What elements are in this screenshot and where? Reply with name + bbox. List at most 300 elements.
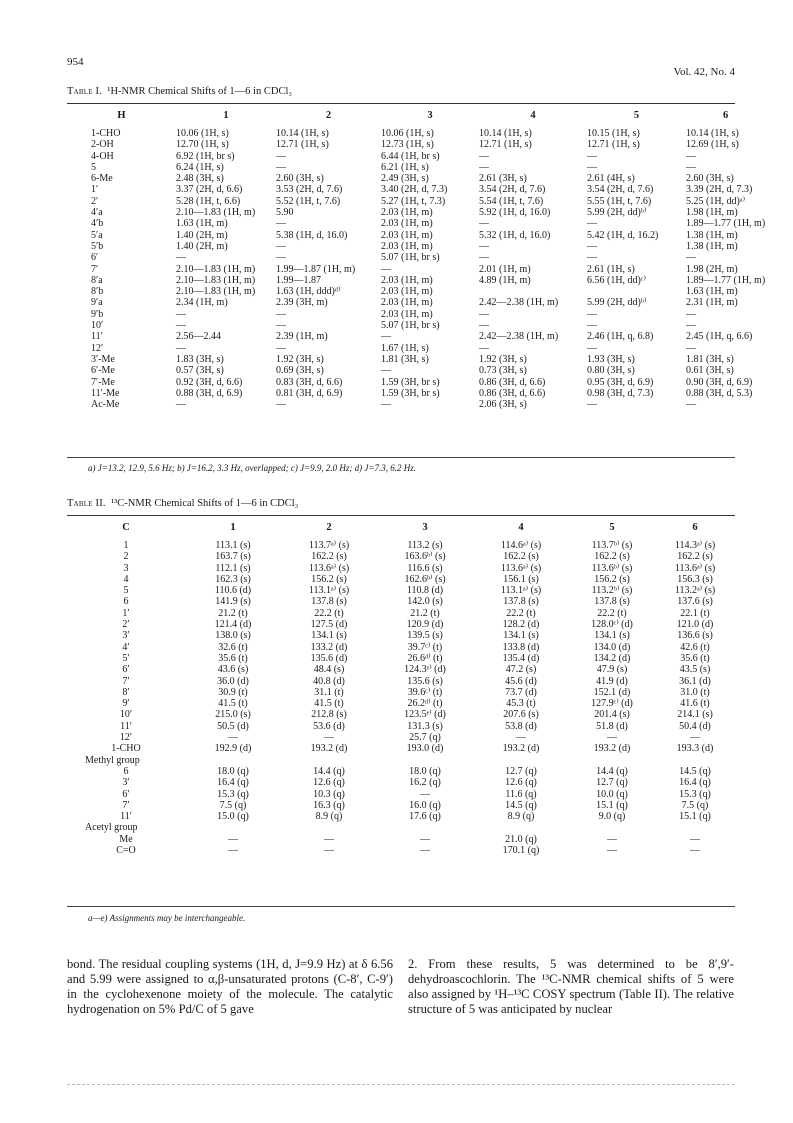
row-label: 8′a xyxy=(91,274,103,286)
table-cell: 162.3 (s) xyxy=(215,573,251,585)
table-cell: 110.6 (d) xyxy=(214,585,252,597)
table-row xyxy=(67,766,735,777)
table-cell: 15.1 (q) xyxy=(596,799,628,811)
table-cell: 193.0 (d) xyxy=(406,743,444,755)
table-cell: 16.0 (q) xyxy=(409,799,441,811)
table-cell: 0.80 (3H, s) xyxy=(587,365,635,377)
table-cell: 1.98 (1H, m) xyxy=(686,207,738,219)
table-cell: 193.2 (d) xyxy=(310,743,348,755)
table-cell: 2.06 (3H, s) xyxy=(479,399,527,411)
table-cell: 14.5 (q) xyxy=(505,799,537,811)
table-cell: — xyxy=(479,252,489,264)
table-cell: 0.98 (3H, d, 7.3) xyxy=(587,387,654,399)
table1-caption xyxy=(67,86,292,97)
table-cell: 135.6 (d) xyxy=(310,652,348,664)
table-cell: 128.2 (d) xyxy=(502,619,540,631)
table-row xyxy=(67,811,735,822)
table-cell: — xyxy=(479,320,489,332)
table-row xyxy=(67,309,765,320)
table-cell: 1.99—1.87 (1H, m) xyxy=(276,263,356,275)
table-cell: — xyxy=(381,331,391,343)
table-cell: — xyxy=(587,399,597,411)
table-cell: — xyxy=(176,252,186,264)
table-cell: 193.2 (d) xyxy=(502,743,540,755)
body-text-left: bond. The residual coupling systems (1H, d, J=9.9 Hz) at δ 6.56 and 5.99 were assigned to α,β-unsaturated protons (C-8′, C-9′) in the cyclohexenone moiety of the molecule. The catalytic hydrogenation on 5% Pd/C of 5 gave xyxy=(67,957,393,1016)
table-cell: 51.8 (d) xyxy=(596,720,628,732)
row-label: 5′ xyxy=(122,652,130,664)
table-cell: 2.60 (3H, s) xyxy=(276,173,324,185)
table-cell: 5.07 (1H, br s) xyxy=(381,252,440,264)
table-row xyxy=(67,755,735,766)
table-row xyxy=(67,230,765,241)
table-cell: 163.6ᵇ⁾ (s) xyxy=(404,551,446,563)
table-cell: — xyxy=(686,161,696,173)
table-cell: — xyxy=(176,320,186,332)
table-cell: 1.83 (3H, s) xyxy=(176,353,224,365)
row-label: 6′ xyxy=(122,788,130,800)
table-cell: 2.34 (1H, m) xyxy=(176,297,228,309)
table-cell: 17.6 (q) xyxy=(409,811,441,823)
table2 xyxy=(67,516,735,856)
table-cell: 207.6 (s) xyxy=(503,709,539,721)
table-cell: 1.89—1.77 (1H, m) xyxy=(686,218,766,230)
table-cell: 3.40 (2H, d, 7.3) xyxy=(381,184,448,196)
table-cell: 22.2 (t) xyxy=(506,607,536,619)
table-cell: — xyxy=(176,399,186,411)
table-cell xyxy=(473,822,569,833)
table-cell: 16.2 (q) xyxy=(409,777,441,789)
table-cell: 5.27 (1H, t, 7.3) xyxy=(381,195,446,207)
table-cell: 40.8 (d) xyxy=(313,675,345,687)
table-cell: — xyxy=(324,833,334,845)
row-label: 11′ xyxy=(120,811,132,823)
table-cell: 3.53 (2H, d, 7.6) xyxy=(276,184,343,196)
table-cell: 0.69 (3H, s) xyxy=(276,365,324,377)
table-cell: 113.6ᵃ⁾ (s) xyxy=(308,562,350,574)
table-cell: — xyxy=(690,833,700,845)
table-row xyxy=(67,800,735,811)
table-cell: 5.90 xyxy=(276,207,294,219)
table-cell: 10.06 (1H, s) xyxy=(381,128,434,139)
table1-label: Table I. xyxy=(67,86,103,97)
table-row xyxy=(67,343,765,354)
table-cell: 10.14 (1H, s) xyxy=(686,128,739,139)
table-cell: 16.4 (q) xyxy=(679,777,711,789)
table-cell: 113.6ᵃ⁾ (s) xyxy=(500,562,542,574)
table1-column-header: H xyxy=(117,110,126,121)
table1-bottom-rule xyxy=(67,457,735,458)
table-cell: 6.92 (1H, br s) xyxy=(176,150,235,162)
table-cell: — xyxy=(324,732,334,744)
table-cell: 21.2 (t) xyxy=(218,607,248,619)
table-cell: — xyxy=(587,342,597,354)
table-cell: 214.1 (s) xyxy=(677,709,713,721)
table-cell: 141.9 (s) xyxy=(215,596,251,608)
table1-column-header: 6 xyxy=(722,110,729,121)
table-row xyxy=(67,331,765,342)
table-cell: 134.0 (d) xyxy=(593,641,631,653)
table-cell: 2.03 (1H, m) xyxy=(381,274,433,286)
table-cell: 50.5 (d) xyxy=(217,720,249,732)
table-cell: 156.2 (s) xyxy=(594,573,630,585)
table-cell: 156.3 (s) xyxy=(677,573,713,585)
row-label: 6-Me xyxy=(91,173,113,185)
table-cell: 14.4 (q) xyxy=(596,765,628,777)
row-label: 6′ xyxy=(91,252,99,264)
table-cell: — xyxy=(607,732,617,744)
table-cell: — xyxy=(690,845,700,857)
table-row xyxy=(67,218,765,229)
table-cell: 0.88 (3H, d, 5.3) xyxy=(686,387,753,399)
table-cell: 1.81 (3H, s) xyxy=(686,353,734,365)
row-label: 7′ xyxy=(122,675,130,687)
row-label: 9′a xyxy=(91,297,103,309)
table-cell: — xyxy=(324,845,334,857)
table-cell: 5.92 (1H, d, 16.0) xyxy=(479,207,551,219)
table-cell: 135.6 (s) xyxy=(407,675,443,687)
table-cell: 170.1 (q) xyxy=(502,845,540,857)
row-label: 1′ xyxy=(91,184,99,196)
table-cell: — xyxy=(420,833,430,845)
table-cell: — xyxy=(176,308,186,320)
table-cell: 2.39 (1H, m) xyxy=(276,331,328,343)
table-cell: 10.14 (1H, s) xyxy=(276,128,329,139)
table-row xyxy=(67,540,735,551)
table-cell: 201.4 (s) xyxy=(594,709,630,721)
table-cell: 2.45 (1H, q, 6.6) xyxy=(686,331,753,343)
table-cell: 41.6 (t) xyxy=(680,698,710,710)
table-cell: 12.71 (1H, s) xyxy=(587,139,640,151)
table-cell: 2.03 (1H, m) xyxy=(381,308,433,320)
table-cell: — xyxy=(479,218,489,230)
row-label: 11′-Me xyxy=(91,387,120,399)
table-cell xyxy=(281,822,377,833)
table-cell: 2.39 (3H, m) xyxy=(276,297,328,309)
row-label: 7′-Me xyxy=(91,376,115,388)
row-label: 1′ xyxy=(122,607,130,619)
journal-volume: Vol. 42, No. 4 xyxy=(673,66,735,78)
table-cell: 2.31 (1H, m) xyxy=(686,297,738,309)
table-cell: 1.63 (1H, ddd)ᵈ⁾ xyxy=(276,286,341,298)
table-cell: — xyxy=(479,161,489,173)
table-cell: 15.3 (q) xyxy=(217,788,249,800)
table-row xyxy=(67,388,765,399)
row-label: 4′ xyxy=(122,641,130,653)
table-cell: 43.5 (s) xyxy=(679,664,711,676)
table-cell: 2.42—2.38 (1H, m) xyxy=(479,297,559,309)
table-cell: — xyxy=(276,218,286,230)
table2-column-header: 4 xyxy=(518,522,524,533)
table-cell: 113.7ᵃ⁾ (s) xyxy=(308,540,350,551)
table-cell: — xyxy=(686,308,696,320)
row-label: 10′ xyxy=(91,320,104,332)
table2-bottom-rule xyxy=(67,906,735,907)
table-cell: — xyxy=(176,342,186,354)
table-cell: 41.5 (t) xyxy=(218,698,248,710)
table2-column-header: 1 xyxy=(230,522,236,533)
table-cell: 0.81 (3H, d, 6.9) xyxy=(276,387,343,399)
row-label: 1 xyxy=(123,540,129,551)
table-row xyxy=(67,264,765,275)
table-cell: 137.8 (s) xyxy=(503,596,539,608)
table-cell: 3.37 (2H, d, 6.6) xyxy=(176,184,243,196)
table-cell: 0.83 (3H, d, 6.6) xyxy=(276,376,343,388)
table2-caption xyxy=(67,498,298,509)
table1-title: ¹H-NMR Chemical Shifts of 1—6 in CDCl₃ xyxy=(107,86,293,97)
table-cell: 162.2 (s) xyxy=(677,551,713,563)
table-cell: 163.7 (s) xyxy=(215,551,251,563)
table-row xyxy=(67,286,765,297)
table-cell: 5.52 (1H, t, 7.6) xyxy=(276,195,341,207)
row-label: 9′b xyxy=(91,308,104,320)
table-cell: — xyxy=(587,161,597,173)
table-cell: 2.03 (1H, m) xyxy=(381,207,433,219)
table-cell: 1.99—1.87 xyxy=(276,274,321,286)
row-label: C=O xyxy=(116,845,136,857)
row-label: 4-OH xyxy=(91,150,114,162)
table-cell: 113.2ᵃ⁾ (s) xyxy=(674,585,716,597)
table-cell: 2.56—2.44 xyxy=(176,331,221,343)
table-cell: 2.03 (1H, m) xyxy=(381,286,433,298)
row-label: 6 xyxy=(123,765,129,777)
table-cell: 193.2 (d) xyxy=(593,743,631,755)
table-cell: 215.0 (s) xyxy=(215,709,251,721)
table-row xyxy=(67,162,765,173)
table-cell: 123.5ᵉ⁾ (d) xyxy=(404,709,446,721)
table-row xyxy=(67,207,765,218)
row-label: 6′ xyxy=(122,664,130,676)
table-cell: — xyxy=(479,342,489,354)
table-row xyxy=(67,822,735,833)
table1-column-header: 3 xyxy=(427,110,433,121)
table-row xyxy=(67,789,735,800)
table-cell: 2.60 (3H, s) xyxy=(686,173,734,185)
table2-title: ¹³C-NMR Chemical Shifts of 1—6 in CDCl₃ xyxy=(110,498,299,509)
table-cell: 2.61 (3H, s) xyxy=(479,173,527,185)
table-row xyxy=(67,196,765,207)
table-cell: 1.63 (1H, m) xyxy=(176,218,228,230)
table-cell: 137.8 (s) xyxy=(311,596,347,608)
table-cell: 48.4 (s) xyxy=(313,664,345,676)
table-cell: 53.6 (d) xyxy=(313,720,345,732)
table2-column-header: 2 xyxy=(326,522,332,533)
table-row xyxy=(67,551,735,562)
table-cell: — xyxy=(587,150,597,162)
table-cell: 15.1 (q) xyxy=(679,811,711,823)
table-row xyxy=(67,653,735,664)
table-cell: 9.0 (q) xyxy=(598,811,626,823)
table-row xyxy=(67,377,765,388)
table-row xyxy=(67,151,765,162)
table-cell xyxy=(479,286,587,297)
table-cell: 3.54 (2H, d, 7.6) xyxy=(587,184,654,196)
table-cell: 120.9 (d) xyxy=(406,619,444,631)
table-cell: 30.9 (t) xyxy=(218,686,248,698)
table-cell: 1.81 (3H, s) xyxy=(381,353,429,365)
table-cell: 113.2 (s) xyxy=(407,540,443,551)
table-cell: 162.2 (s) xyxy=(594,551,630,563)
table-cell xyxy=(655,822,735,833)
table-cell: — xyxy=(381,399,391,411)
table-cell: 22.1 (t) xyxy=(680,607,710,619)
table-row xyxy=(67,139,765,150)
table-cell: — xyxy=(276,240,286,252)
table-row xyxy=(67,732,735,743)
page-number: 954 xyxy=(67,56,84,68)
row-label: 6 xyxy=(123,596,129,608)
table-cell: 18.0 (q) xyxy=(409,765,441,777)
table-cell: 16.4 (q) xyxy=(217,777,249,789)
table-cell: 43.6 (s) xyxy=(217,664,249,676)
table-cell: 114.3ᵃ⁾ (s) xyxy=(674,540,716,551)
table-cell: 162.2 (s) xyxy=(311,551,347,563)
table-cell: 156.1 (s) xyxy=(503,573,539,585)
table-cell: 45.3 (t) xyxy=(506,698,536,710)
table-row xyxy=(67,676,735,687)
table-cell: 7.5 (q) xyxy=(681,799,709,811)
table-row xyxy=(67,834,735,845)
table-cell: 162.2 (s) xyxy=(503,551,539,563)
table-cell: 10.3 (q) xyxy=(313,788,345,800)
table-cell: 139.5 (s) xyxy=(407,630,443,642)
table-row xyxy=(67,128,765,139)
row-label: 7′ xyxy=(122,799,130,811)
table-cell: 10.0 (q) xyxy=(596,788,628,800)
table-cell: 5.28 (1H, t, 6.6) xyxy=(176,195,241,207)
table-cell: 113.1 (s) xyxy=(215,540,251,551)
table-cell: 0.57 (3H, s) xyxy=(176,365,224,377)
row-label: 5′b xyxy=(91,240,104,252)
table-cell: 134.2 (d) xyxy=(593,652,631,664)
table-cell: 0.73 (3H, s) xyxy=(479,365,527,377)
table-cell: — xyxy=(420,845,430,857)
table-cell: 1.38 (1H, m) xyxy=(686,240,738,252)
table-cell: 2.61 (4H, s) xyxy=(587,173,635,185)
table-row xyxy=(67,241,765,252)
table-cell: 121.4 (d) xyxy=(214,619,252,631)
table-cell: 1.40 (2H, m) xyxy=(176,240,228,252)
table-cell: 12.6 (q) xyxy=(505,777,537,789)
table-cell: 127.5 (d) xyxy=(310,619,348,631)
table-cell: — xyxy=(276,150,286,162)
table-cell: — xyxy=(276,342,286,354)
table1-column-header: 1 xyxy=(223,110,229,121)
table-cell: 39.6ᶜ⁾ (t) xyxy=(407,686,443,698)
table-cell: 15.0 (q) xyxy=(217,811,249,823)
table-row xyxy=(67,698,735,709)
table-row xyxy=(67,596,735,607)
table-cell: 12.7 (q) xyxy=(596,777,628,789)
table-cell: 2.10—1.83 (1H, m) xyxy=(176,274,256,286)
table-cell: 42.6 (t) xyxy=(680,641,710,653)
table-cell: 113.6ᵇ⁾ (s) xyxy=(591,562,633,574)
table-cell: 2.46 (1H, q, 6.8) xyxy=(587,331,654,343)
row-label: 6′-Me xyxy=(91,365,115,377)
table-cell: 25.7 (q) xyxy=(409,732,441,744)
table-row xyxy=(67,173,765,184)
table-row xyxy=(67,630,735,641)
table-cell: — xyxy=(686,342,696,354)
table-cell xyxy=(655,755,735,766)
table-cell: 113.1ᵃ⁾ (s) xyxy=(500,585,542,597)
table-row xyxy=(67,252,765,263)
table-cell: — xyxy=(690,732,700,744)
table-cell: 127.9ᶜ⁾ (d) xyxy=(591,698,633,710)
table-row xyxy=(67,320,765,331)
table-cell: 16.3 (q) xyxy=(313,799,345,811)
row-label: 7′ xyxy=(91,263,99,275)
table-cell: 0.86 (3H, d, 6.6) xyxy=(479,376,546,388)
table-row xyxy=(67,845,735,856)
table-cell: 36.0 (d) xyxy=(217,675,249,687)
table-cell: 41.9 (d) xyxy=(596,675,628,687)
table-cell: — xyxy=(276,320,286,332)
table-cell: — xyxy=(479,240,489,252)
row-label: Me xyxy=(119,833,133,845)
table-row xyxy=(67,585,735,596)
table-cell: 12.69 (1H, s) xyxy=(686,139,739,151)
table-cell: 10.15 (1H, s) xyxy=(587,128,640,139)
table-cell: 2.10—1.83 (1H, m) xyxy=(176,263,256,275)
table-cell: 18.0 (q) xyxy=(217,765,249,777)
table-cell: 4.89 (1H, m) xyxy=(479,274,531,286)
table1-header-row xyxy=(67,104,765,128)
table-cell: 2.03 (1H, m) xyxy=(381,240,433,252)
table-cell: 31.1 (t) xyxy=(314,686,344,698)
table-cell: 8.9 (q) xyxy=(507,811,535,823)
table-cell: — xyxy=(516,732,526,744)
table-cell: — xyxy=(479,150,489,162)
table-cell: — xyxy=(381,263,391,275)
table-cell xyxy=(587,286,686,297)
table-cell: 5.07 (1H, br s) xyxy=(381,320,440,332)
table-cell: 36.1 (d) xyxy=(679,675,711,687)
table-cell: 73.7 (d) xyxy=(505,686,537,698)
table-cell: 12.73 (1H, s) xyxy=(381,139,434,151)
table-cell: 21.0 (q) xyxy=(505,833,537,845)
row-label: 5 xyxy=(123,585,129,597)
row-label: 3′ xyxy=(122,777,130,789)
table-cell: 5.54 (1H, t, 7.6) xyxy=(479,195,544,207)
table-cell: 114.6ᵃ⁾ (s) xyxy=(500,540,542,551)
table-row xyxy=(67,664,735,675)
table2-header-row xyxy=(67,516,735,540)
table-cell: 45.6 (d) xyxy=(505,675,537,687)
row-label: 3′-Me xyxy=(91,353,115,365)
table-cell xyxy=(377,822,473,833)
table-cell: 39.7ᶜ⁾ (t) xyxy=(407,641,443,653)
row-label: 9′ xyxy=(122,698,130,710)
table-cell: 47.2 (s) xyxy=(505,664,537,676)
table-cell: 1.59 (3H, br s) xyxy=(381,376,440,388)
table-cell xyxy=(185,822,281,833)
row-label: 4′a xyxy=(91,207,103,219)
table-cell: 14.4 (q) xyxy=(313,765,345,777)
table-row xyxy=(67,642,735,653)
table1-column-header: 2 xyxy=(325,110,332,121)
table-cell: 0.95 (3H, d, 6.9) xyxy=(587,376,654,388)
table1-footnote: a) J=13.2, 12.9, 5.6 Hz; b) J=16.2, 3.3 Hz, overlapped; c) J=9.9, 2.0 Hz; d) J=7.3, 6.2 Hz. xyxy=(88,463,416,473)
table-cell: 15.3 (q) xyxy=(679,788,711,800)
table-cell: 5.55 (1H, t, 7.6) xyxy=(587,195,652,207)
table-cell: 1.59 (3H, br s) xyxy=(381,387,440,399)
table2-column-header: 5 xyxy=(609,522,615,533)
table-cell: 113.1ᵃ⁾ (s) xyxy=(308,585,350,597)
table-cell: 31.0 (t) xyxy=(680,686,710,698)
table-cell: 136.6 (s) xyxy=(677,630,713,642)
table-cell: 5.99 (2H, dd)ᵇ⁾ xyxy=(587,207,647,219)
table-cell: 133.8 (d) xyxy=(502,641,540,653)
